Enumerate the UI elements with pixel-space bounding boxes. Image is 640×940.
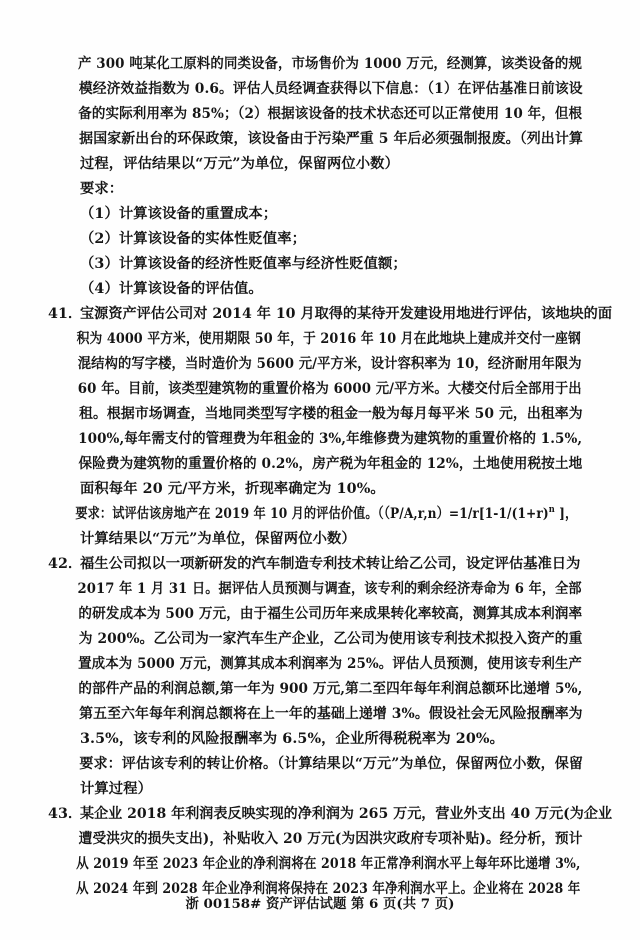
paragraph-line: 模经济效益指数为 0.6。评估人员经调查获得以下信息：（1）在评估基准日前该设 [78,81,583,97]
question-42-requirement-line: 计算过程） [80,781,152,797]
requirement-sub-item: （3）计算该设备的经济性贬值率与经济性贬值额； [80,256,407,272]
paragraph-line: 过程，评估结果以“万元”为单位，保留两位小数） [80,156,399,172]
paragraph-line: 据国家新出台的环保政策，该设备由于污染严重 5 年后必须强制报废。（列出计算 [79,131,583,147]
question-43-line: 遭受洪灾的损失支出)，补贴收入 20 万元(为因洪灾政府专项补贴)。经分析，预计 [78,831,583,847]
question-43-line: 从 2024 年到 2028 年企业净利润将保持在 2023 年净利润水平上。企业将在 2028 年 [76,881,581,897]
question-41-number: 41． [48,306,83,322]
question-42-line: 3.5%，该专利的风险报酬率为 6.5%，企业所得税税率为 20%。 [80,731,504,747]
question-43-line: 从 2019 年至 2023 年企业的净利润将在 2018 年正常净利润水平上每年环比递增 3%, [76,856,581,872]
continued-question-block [48,52,583,302]
question-41-requirement-line [48,502,578,527]
requirement-sub-item: （4）计算该设备的评估值。 [80,281,263,297]
question-42-line: 2017 年 1 月 31 日。据评估人员预测与调查，该专利的剩余经济寿命为 6 年，全部 [77,581,582,597]
requirement-label: 要求： [80,181,124,197]
question-41-first-line [48,302,612,327]
question-42-number: 42． [48,556,83,572]
question-41-line: 积为 4000 平方米，使用期限 50 年，于 2016 年 10 月在此地块上建成并交付一座钢 [76,331,581,347]
question-41-line: 60 年。目前，该类型建筑物的重置价格为 6000 元/平方米。大楼交付后全部用于出 [77,381,582,397]
question-43-text: 某企业 2018 年利润表反映实现的净利润为 265 万元，营业外支出 40 万元(为企业 [80,806,613,822]
question-41-line: 租。根据市场调查，当地同类型写字楼的租金一般为每月每平米 50 元，出租率为 [79,406,583,422]
page-content [48,52,613,902]
question-43-number: 43． [48,806,83,822]
question-42-requirement-line: 要求：评估该专利的转让价格。（计算结果以“万元”为单位，保留两位小数，保留 [79,756,584,772]
question-42-line: 第五至六年每年利润总额将在上一年的基础上递增 3%。假设社会无风险报酬率为 [79,706,583,722]
requirement-text-part: 要求：试评估该房地产在 2019 年 10 月的评估价值。（（P/A,r,n）=1/r[1-1/(1+r) [75,506,549,522]
question-42-line: 的部件产品的利润总额,第一年为 900 万元,第二至四年每年利润总额环比递增 5%, [78,681,583,697]
question-41-text: 宝源资产评估公司对 2014 年 10 月取得的某待开发建设用地进行评估，该地块的面 [80,306,612,322]
paragraph-line: 备的实际利用率为 85%；（2）根据该设备的技术状态还可以正常使用 10 年，但根 [78,106,583,122]
paragraph-line: 产 300 吨某化工原料的同类设备，市场售价为 1000 万元，经测算，该类设备的规 [78,56,582,72]
question-42-block [48,552,584,802]
question-41-line: 保险费为建筑物的重置价格的 0.2%，房产税为年租金的 12%，土地使用税按土地 [78,456,583,472]
question-41-line: 100%,每年需支付的管理费为年租金的 3%,年维修费为建筑物的重置价格的 1.5%, [78,431,583,447]
requirement-text-suffix: ]， [554,506,578,522]
question-43-first-line [48,802,613,827]
page-footer: 浙 00158# 资产评估试题 第 6 页(共 7 页) [185,896,455,912]
question-42-line: 为 200%。乙公司为一家汽车生产企业，乙公司为使用该专利技术拟投入资产的重 [78,631,583,647]
question-42-line: 的研发成本为 500 万元，由于福生公司历年来成果转化率较高，测算其成本利润率 [78,606,583,622]
question-42-first-line [48,552,580,577]
question-42-line: 置成本为 5000 万元，测算其成本利润率为 25%。评估人员预测，使用该专利生产 [78,656,582,672]
requirement-sub-item: （2）计算该设备的实体性贬值率； [80,231,306,247]
question-41-line: 混结构的写字楼，当时造价为 5600 元/平方米，设计容积率为 10，经济耐用年限为 [77,356,582,372]
requirement-sub-item: （1）计算该设备的重置成本； [80,206,278,222]
formula-exponent: n [548,504,555,516]
question-41-line: 面积每年 20 元/平方米，折现率确定为 10%。 [80,481,385,497]
question-41-block [48,302,612,552]
question-42-text: 福生公司拟以一项新研发的汽车制造专利技术转让给乙公司，设定评估基准日为 [80,556,581,572]
question-43-block [48,802,613,902]
question-41-requirement-line: 计算结果以“万元”为单位，保留两位小数） [80,531,356,547]
